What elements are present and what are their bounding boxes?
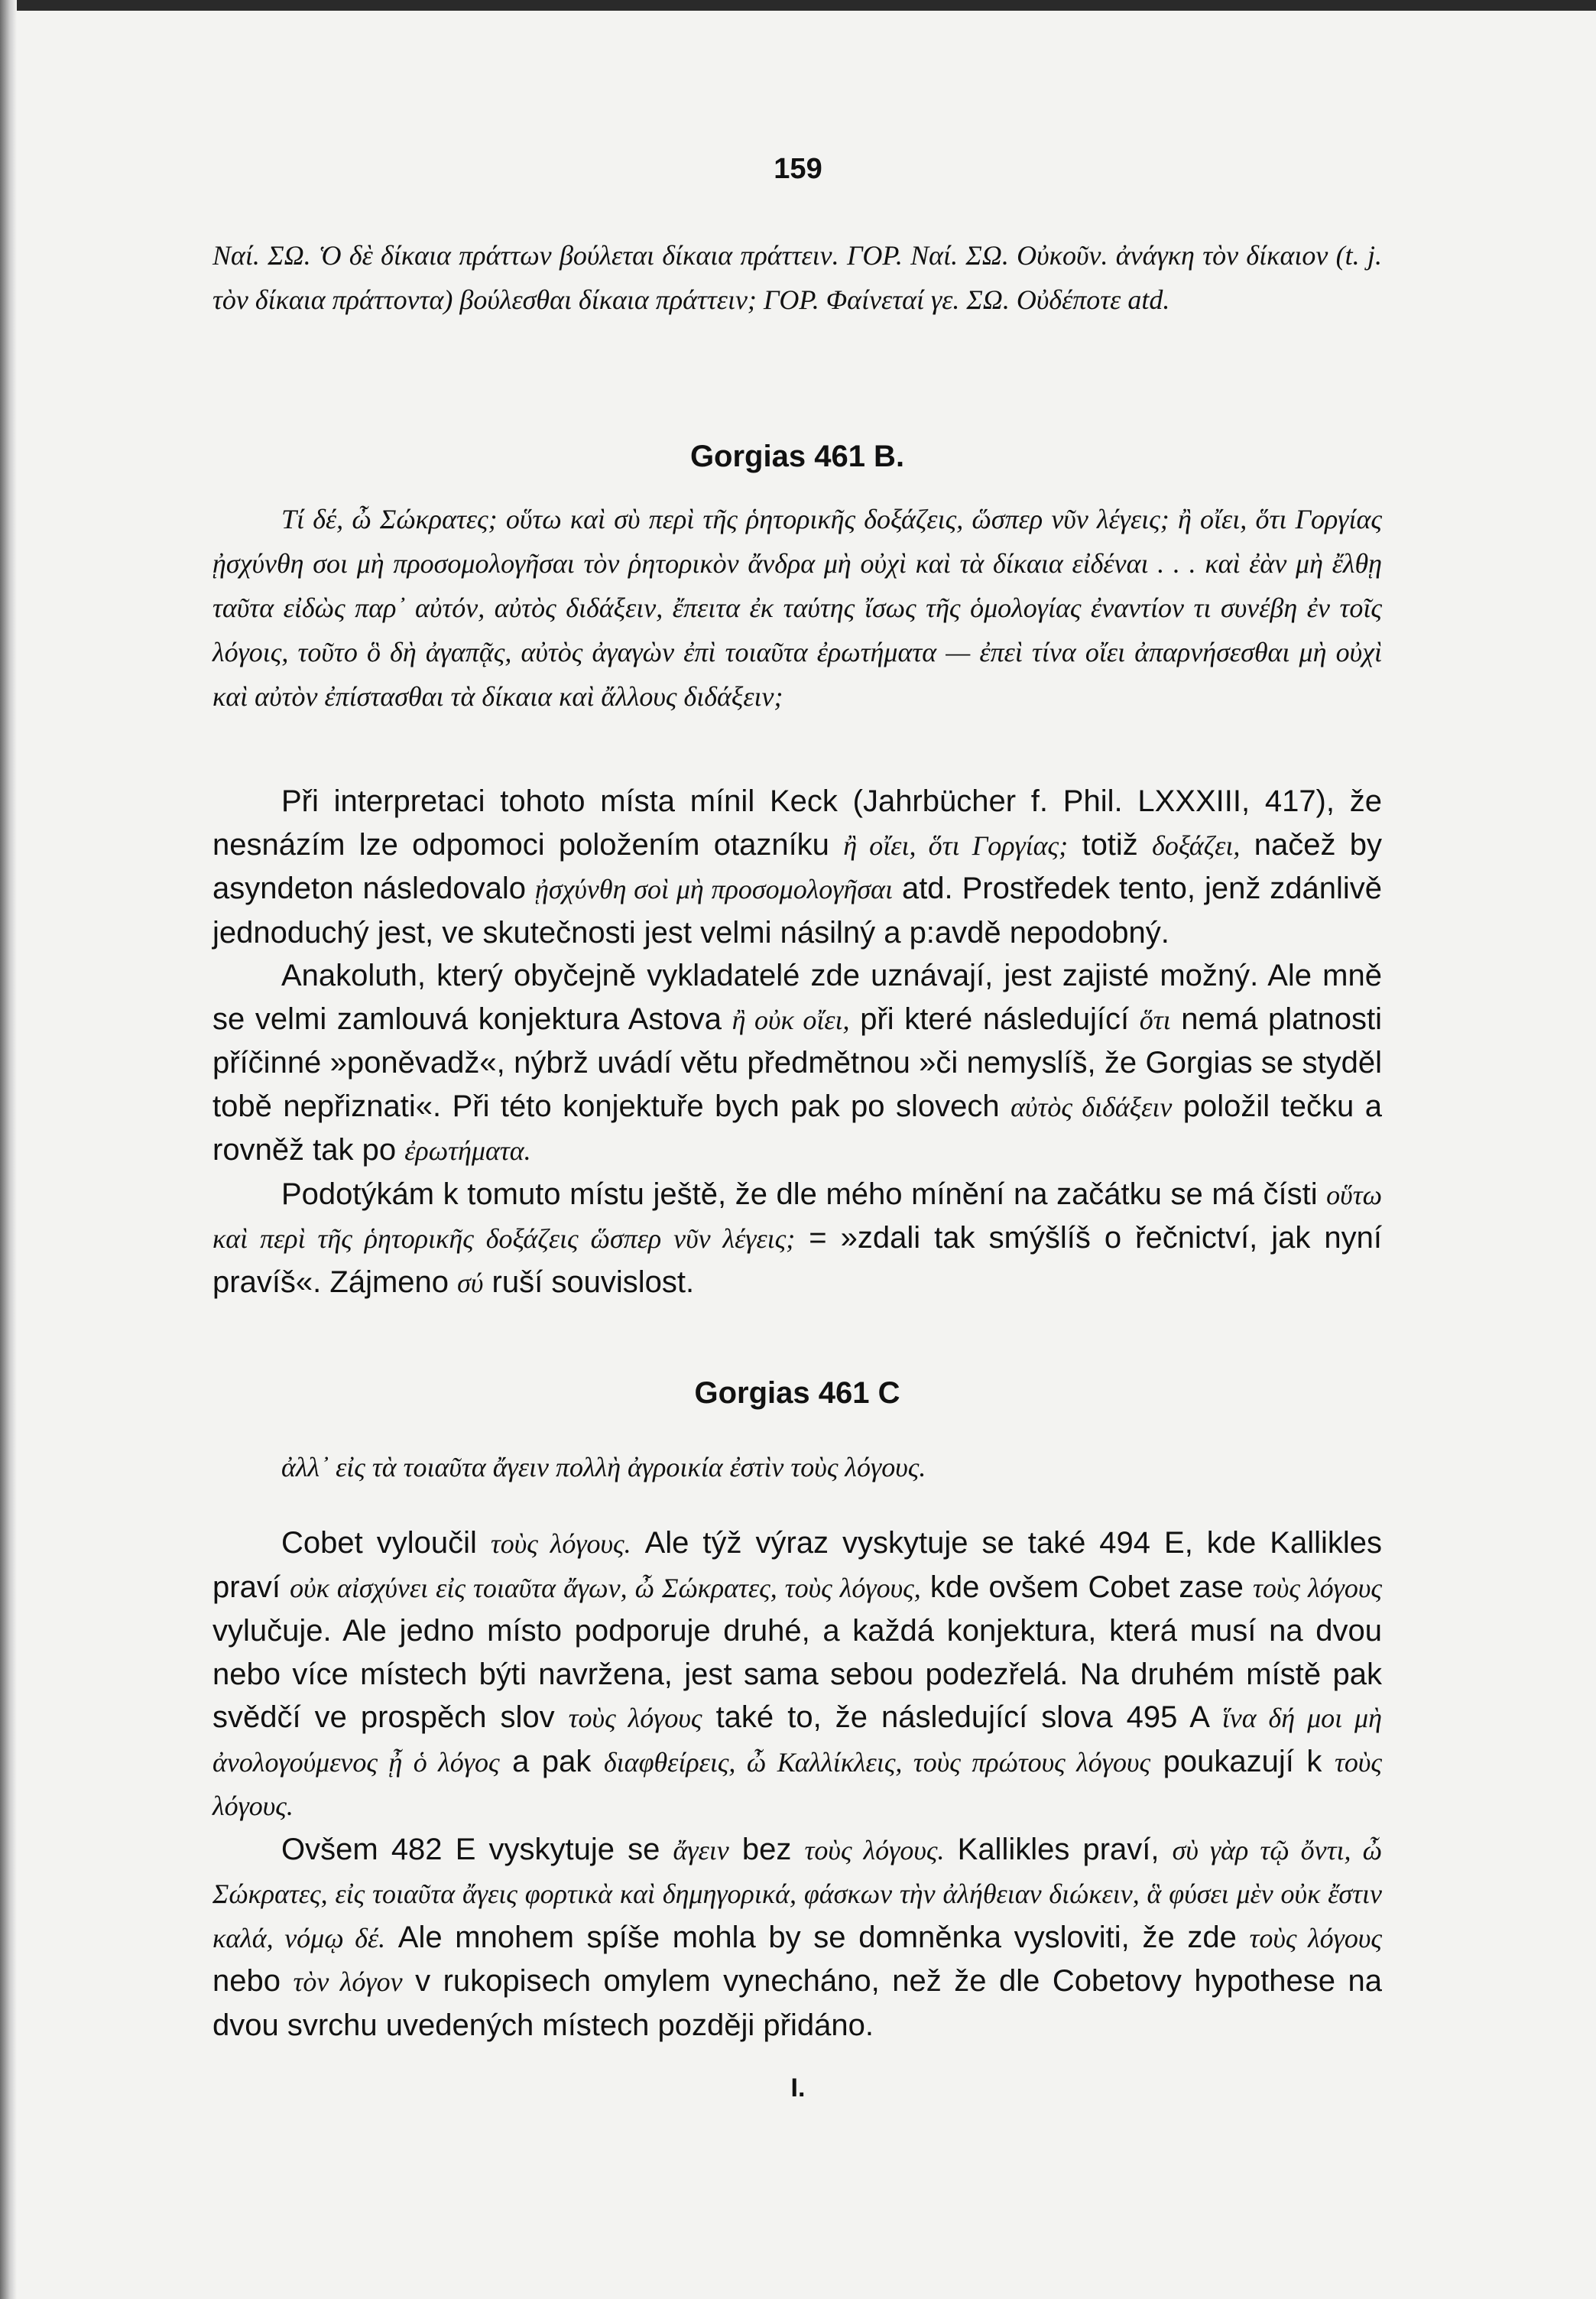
greek-citation: οὐκ αἰσχύνει εἰς τοιαῦτα ἄγων, ὦ Σώκρατες, τοὺς λόγους, [290,1572,921,1603]
text-run: = »zdali tak smýšlíš o řečnictví, jak nyní pravíš«. Zájmeno [212,1221,1382,1299]
greek-passage: Τί δέ, ὦ Σώκρατες; οὕτω καὶ σὺ περὶ τῆς ῥητορικῆς δοξάζεις, ὥσπερ νῦν λέγεις; ἢ οἴει, ὅτι Γοργίας ᾐσχύνθη σοι μὴ προσομολογῆσαι τὸν ῥητορικὸν ἄνδρα μὴ οὐχὶ καὶ τὰ δίκαια εἰδέναι . . . καὶ ἐὰν μὴ ἔλθῃ ταῦτα εἰδὼς παρ᾽ αὐτόν, αὐτὸς διδάξειν, ἔπειτα ἐκ ταύτης ἴσως τῆς ὁμολογίας ἐναντίον τι συνέβη ἐν τοῖς λόγοις, τοῦτο ὃ δὴ ἀγαπᾷς, αὐτὸς ἀγαγὼν ἐπὶ τοιαῦτα ἐρωτήματα — ἐπεὶ τίνα οἴει ἀπαρνήσεσθαι μὴ οὐχὶ καὶ αὐτὸν ἐπίστασθαι τὰ δίκαια καὶ ἄλλους διδάξειν; [212,504,1382,712]
greek-citation: ἄγειν [673,1834,729,1866]
commentary-paragraph [212,954,1382,1173]
intro-greek-quote: Ναί. ΣΩ. Ὁ δὲ δίκαια πράττων βούλεται δίκαια πράττειν. ΓΟΡ. Ναί. ΣΩ. Οὐκοῦν. ἀνάγκη τὸν δίκαιον (t. j. τὸν δίκαια πράττοντα) βούλεσθαι δίκαια πράττειν; ΓΟΡ. Φαίνεταί γε. ΣΩ. Οὐδέποτε atd. [212,240,1382,315]
text-run: a pak [499,1744,604,1778]
greek-citation: οὕτω καὶ περὶ τῆς ῥητορικῆς δοξάζεις ὥσπερ νῦν λέγεις; [212,1179,1382,1254]
greek-citation: ἢ οὐκ οἴει, [732,1004,850,1035]
greek-citation: ὅτι [1139,1004,1171,1035]
section-heading: Gorgias 461 B. [689,440,905,473]
scan-top-edge [0,0,1596,11]
greek-citation: σύ [457,1267,484,1298]
greek-citation: ἐρωτήματα. [404,1135,531,1166]
text-run: také to, že následující slova 495 A [702,1700,1222,1734]
section-461c-commentary [212,1521,1382,2047]
text-run: kde ovšem Cobet zase [920,1570,1254,1604]
signature-mark: I. [790,2073,806,2103]
greek-citation: τοὺς λόγους. [212,1746,1382,1821]
text-run: Při interpretaci tohoto místa mínil Keck (Jahrbücher f. Phil. LXXXIII, 417), že nesnázím lze odpomoci položením otazníku [212,784,1382,862]
text-run: vylučuje. Ale jedno místo podporuje druhé, a každá konjektura, která musí na dvou nebo více místech býti navržena, jest sama sebou podezřelá. Na druhém místě pak svědčí ve prospěch slov [212,1614,1382,1734]
section-461c-quote [212,1445,1382,1489]
page-number: 159 [774,153,822,185]
text-run: bez [728,1832,805,1866]
commentary-paragraph [212,780,1382,954]
text-run: Ovšem 482 E vyskytuje se [281,1832,673,1866]
greek-citation: ἢ οἴει, ὅτι Γοργίας; [843,830,1069,861]
section-461b-commentary [212,780,1382,1304]
text-run: ruší souvislost. [483,1265,695,1299]
commentary-paragraph [212,1521,1382,1828]
section-461b [212,440,1382,474]
greek-citation: τοὺς λόγους [1253,1572,1382,1603]
greek-citation: τὸν λόγον [293,1966,403,1997]
text-run: v rukopisech omylem vynecháno, než že dle Cobetovy hypothese na dvou svrchu uvedených místech později přidáno. [212,1964,1382,2042]
intro-block [212,233,1382,322]
text-run: nebo [212,1964,294,1998]
text-run: Anakoluth, který obyčejně vykladatelé zde uznávají, jest zajisté možný. Ale mně se velmi zamlouvá konjektura Astova [212,959,1382,1036]
greek-citation: ᾐσχύνθη σοὶ μὴ προσομολογῆσαι [534,874,894,904]
greek-citation: αὐτὸς διδάξειν [1010,1091,1173,1122]
section-461c [212,1376,1382,1411]
text-run: Kallikles praví, [944,1832,1173,1866]
text-run: Ale mnohem spíše mohla by se domněnka vysloviti, že zde [385,1920,1250,1954]
greek-citation: δοξάζει, [1152,830,1241,861]
section-461b-greek [212,497,1382,719]
text-run: Podotýkám k tomuto místu ještě, že dle mého mínění na začátku se má čísti [281,1177,1327,1211]
greek-citation: τοὺς λόγους [568,1703,702,1733]
greek-citation: τοὺς λόγους. [804,1834,945,1866]
text-run: načež by asyndeton následovalo [212,827,1382,905]
text-run: totiž [1068,827,1153,862]
greek-citation: τοὺς λόγους. [490,1528,631,1559]
greek-quote: ἀλλ᾽ εἰς τὰ τοιαῦτα ἄγειν πολλὴ ἀγροικία ἐστὶν τοὺς λόγους. [281,1452,926,1482]
text-run: Ale týž výraz vyskytuje se také 494 E, kde Kallikles praví [212,1526,1382,1604]
commentary-paragraph [212,1173,1382,1305]
commentary-paragraph [212,1828,1382,2047]
greek-citation: ἵνα δή μοι μὴ ἀνολογούμενος ᾖ ὁ λόγος [212,1703,1382,1778]
greek-citation: τοὺς λόγους [1249,1922,1382,1953]
text-run: Cobet vyloučil [281,1526,491,1560]
greek-citation: σὺ γὰρ τῷ ὄντι, ὦ Σώκρατες, εἰς τοιαῦτα ἄγεις φορτικὰ καὶ δημηγορικά, φάσκων τὴν ἀλήθειαν διώκειν, ἃ φύσει μὲν οὐκ ἔστιν καλά, νόμῳ δέ. [212,1834,1382,1953]
text-run: při které následující [849,1002,1140,1036]
text-run: nemá platnosti příčinné »poněvadž«, nýbrž uvádí větu předmětnou »či nemyslíš, že Gorgias se styděl tobě nepřiznati«. Při této konjektuře bych pak po slovech [212,1002,1382,1123]
text-run: poukazují k [1150,1744,1335,1778]
text-run: atd. Prostředek tento, jenž zdánlivě jednoduchý jest, ve skutečnosti jest velmi násilný a p:avdě nepodobný. [212,872,1383,950]
section-heading: Gorgias 461 C [694,1376,900,1410]
greek-citation: διαφθείρεις, ὦ Καλλίκλεις, τοὺς πρώτους λόγους [603,1746,1151,1778]
scan-left-edge [0,0,17,2299]
text-run: položil tečku a rovněž tak po [212,1089,1382,1167]
